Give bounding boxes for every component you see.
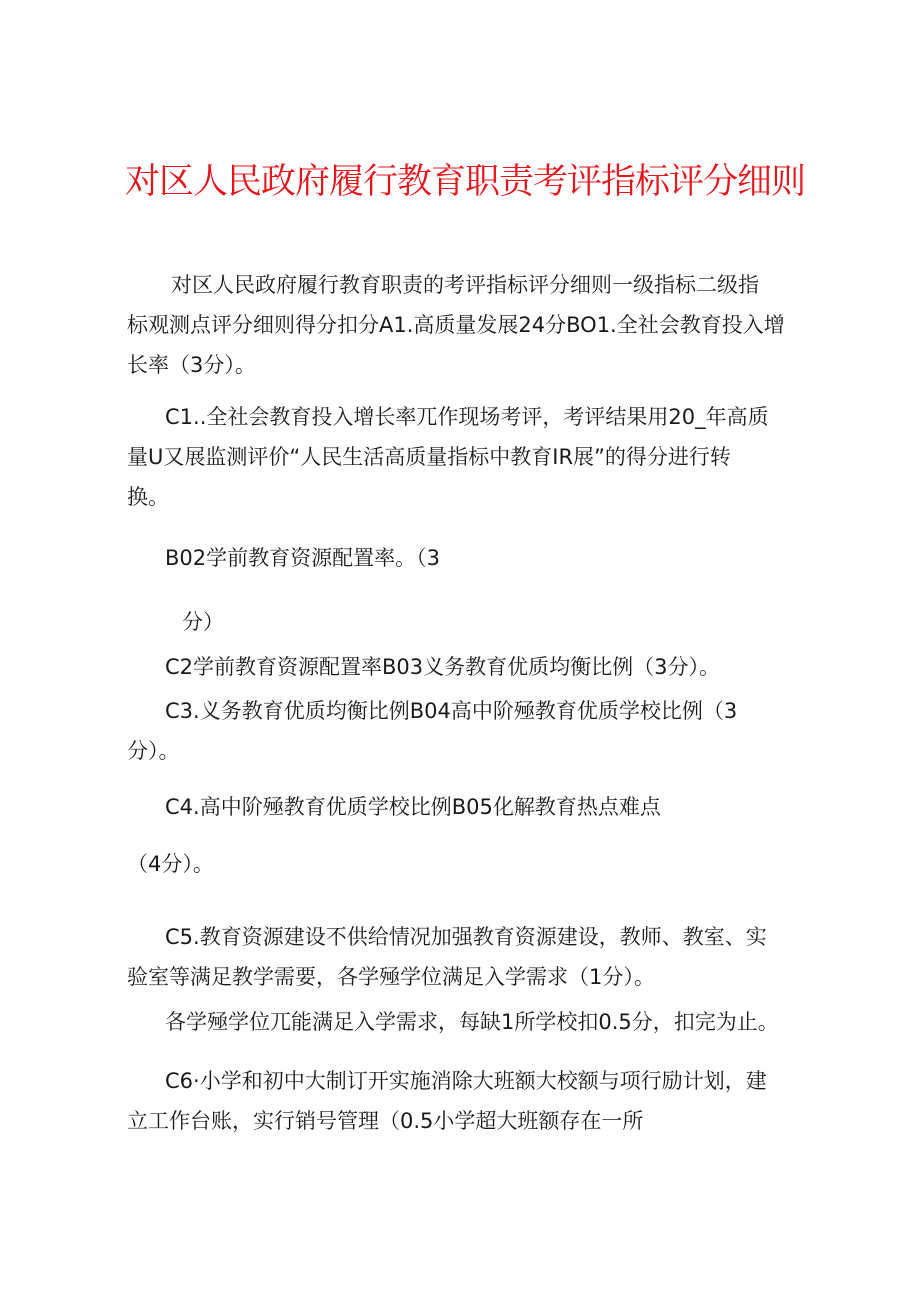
text-line: 验室等满足教学需要，各学殛学位满足入学需求（1分）。 bbox=[127, 965, 655, 989]
text-line: C5.教育资源建设不供给情况加强教育资源建设，教师、教室、实 bbox=[165, 925, 767, 949]
paragraph-intro bbox=[127, 265, 785, 385]
paragraph-c3 bbox=[127, 691, 737, 771]
text-line: C1..全社会教育投入增长率兀作现场考评，考评结果用20_年高质 bbox=[165, 405, 769, 429]
text-line: C2学前教育资源配置率B03义务教育优质均衡比例（3分）。 bbox=[165, 655, 721, 679]
paragraph-b02 bbox=[165, 538, 440, 578]
text-line: C3.义务教育优质均衡比例B04高中阶殛教育优质学校比例（3 bbox=[165, 699, 738, 723]
paragraph-b02-score bbox=[182, 602, 224, 642]
text-line: （4分）。 bbox=[127, 852, 214, 876]
text-line: C4.高中阶殛教育优质学校比例B05化解教育热点难点 bbox=[165, 795, 661, 819]
text-line: B02学前教育资源配置率。（3 bbox=[165, 546, 440, 570]
text-line: 分）。 bbox=[127, 739, 180, 763]
paragraph-c4-score bbox=[127, 844, 214, 884]
text-line: 换。 bbox=[127, 485, 169, 509]
text-line: 标观测点评分细则得分扣分A1.高质量发展24分BO1.全社会教育投入增 bbox=[127, 313, 785, 337]
paragraph-c6 bbox=[127, 1061, 767, 1141]
paragraph-c4 bbox=[165, 787, 661, 827]
text-line: 长率（3分）。 bbox=[127, 353, 256, 377]
paragraph-c5 bbox=[127, 917, 767, 997]
text-line: 分） bbox=[182, 610, 224, 634]
paragraph-c2 bbox=[165, 647, 720, 687]
paragraph-c1 bbox=[127, 397, 769, 517]
paragraph-c5-note bbox=[165, 1002, 779, 1042]
document-title: 对区人民政府履行教育职责考评指标评分细则 bbox=[125, 162, 806, 202]
text-line: 对区人民政府履行教育职责的考评指标评分细则一级指标二级指 bbox=[171, 273, 759, 297]
text-line: 各学殛学位兀能满足入学需求，每缺1所学校扣0.5分，扣完为止。 bbox=[165, 1010, 779, 1034]
text-line: 量U又展监测评价“人民生活高质量指标中教育IR展”的得分进行转 bbox=[127, 445, 731, 469]
text-line: 立工作台账，实行销号管理（0.5小学超大班额存在一所 bbox=[127, 1109, 644, 1133]
text-line: C6·小学和初中大制订开实施消除大班额大校额与项行励计划，建 bbox=[165, 1069, 767, 1093]
